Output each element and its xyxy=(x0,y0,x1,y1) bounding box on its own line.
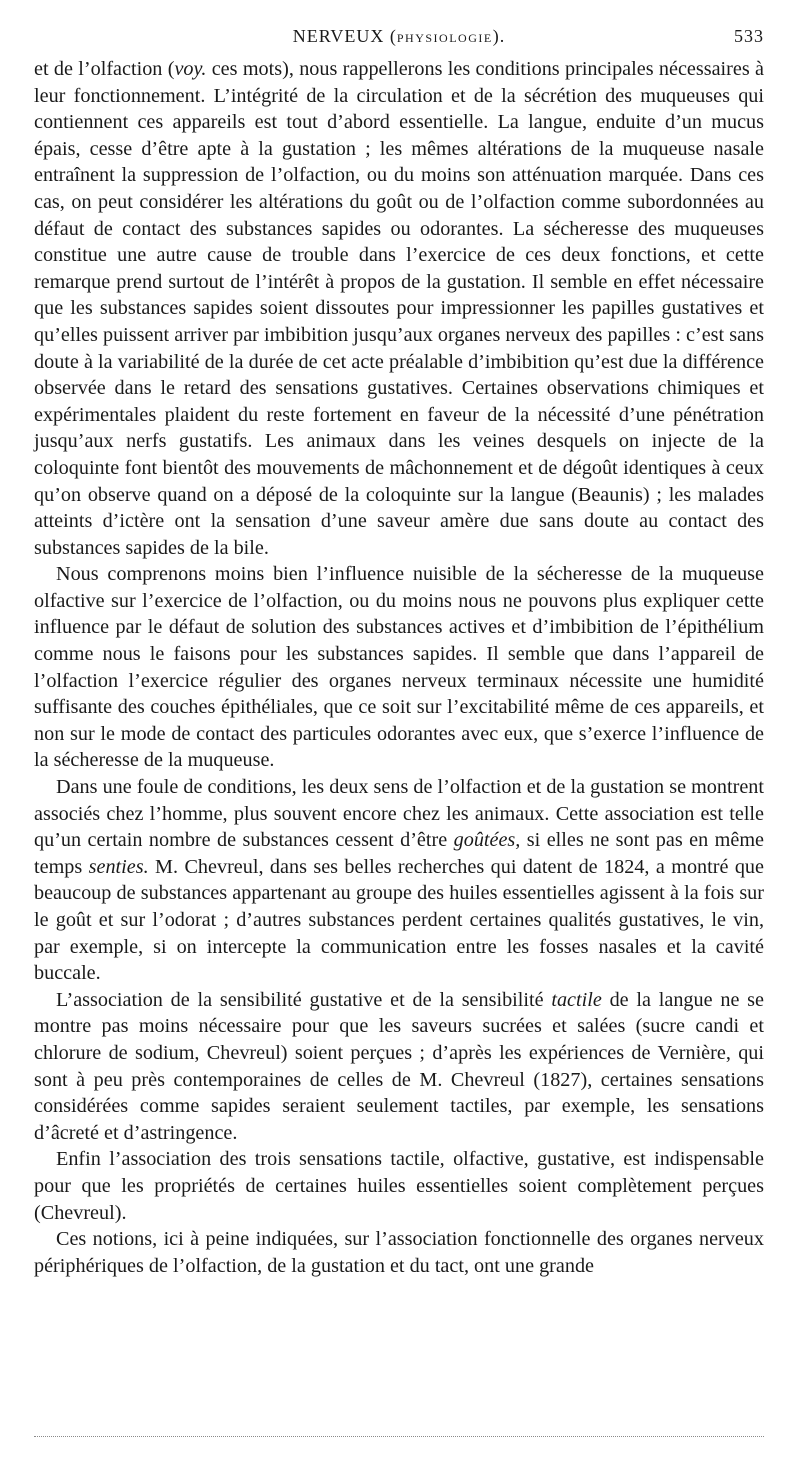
paragraph xyxy=(34,561,764,774)
running-title-paren-close: ). xyxy=(492,26,506,46)
paragraph-text: Dans une foule de conditions, les deux sens de l’olfaction et de la gustation se montrent associés chez l’homme, plus souvent encore chez les animaux. Cette association est telle qu’un certain nombre de substances cessent d’être xyxy=(34,776,764,852)
paragraph-text: L’association de la sensibilité gustative et de la sensibilité xyxy=(56,988,552,1011)
body-text xyxy=(34,56,764,1279)
paragraph-text: ces mots), nous rappellerons les conditions principales nécessaires à leur fonctionnement. L’intégrité de la circulation et de la sécrétion des muqueuses qui contiennent ces appareils est tout d’abord essentielle. La langue, enduite d’un mucus épais, cesse d’être apte à la gustation ; les mêmes altérations de la muqueuse nasale entraînent la suppression de l’olfaction, ou du moins son atténuation marquée. Dans ces cas, on peut considérer les altérations du goût ou de l’olfaction comme subordonnées au défaut de contact des substances sapides ou odorantes. La sécheresse des muqueuses constitue une autre cause de trouble dans l’exercice de ces deux fonctions, et cette remarque prend surtout de l’intérêt à propos de la gustation. Il semble en effet nécessaire que les substances sapides soient dissoutes pour impressionner les papilles gustatives et qu’elles puissent arriver par imbibition jusqu’aux organes nerveux des papilles : c’est sans doute à la variabilité de la durée de cet acte préalable d’imbibition qu’est due la différence observée dans le retard des sensations gustatives. Certaines observations chimiques et expérimentales plaident du reste fortement en faveur de la nécessité d’une pénétration jusqu’aux nerfs gustatifs. Les animaux dans les veines desquels on injecte de la coloquinte font bientôt des mouvements de mâchonnement et de dégoût identiques à ceux qu’on observe quand on a déposé de la coloquinte sur la langue (Beaunis) ; les malades atteints d’ictère ont la sensation d’une saveur amère due sans doute au contact des substances sapides de la bile. xyxy=(34,58,764,559)
paragraph-text: si elles ne sont pas en même temps xyxy=(34,829,764,878)
paragraph-text: Ces notions, ici à peine indiquées, sur l’association fonctionnelle des organes nerveux périphériques de l’olfaction, de la gustation et du tact, ont une grande xyxy=(34,1228,764,1277)
running-header xyxy=(34,26,764,56)
paragraph-text: de la langue ne se montre pas moins nécessaire pour que les saveurs sucrées et salées (sucre candi et chlorure de sodium, Chevreul) soient perçues ; d’après les expériences de Vernière, qui sont à peu près contemporaines de celles de M. Chevreul (1827), certaines sensations considérées comme sapides seraient seulement tactiles, par exemple, les sensations d’âcreté et d’astringence. xyxy=(34,988,764,1144)
paragraph xyxy=(34,987,764,1147)
paragraph xyxy=(34,1226,764,1279)
paragraph xyxy=(34,774,764,987)
running-title xyxy=(34,26,764,47)
italic-term: goûtées, xyxy=(453,829,521,852)
footer-rule xyxy=(34,1436,764,1437)
italic-term: voy. xyxy=(174,58,207,80)
running-title-subject: PHYSIOLOGIE xyxy=(396,31,493,45)
italic-term: tactile xyxy=(551,988,602,1011)
paragraph-text: Nous comprenons moins bien l’influence nuisible de la sécheresse de la muqueuse olfactive sur l’exercice de l’olfaction, ou du moins nous ne pouvons plus expliquer cette influence par le défaut de solution des substances actives et d’imbibition de l’épithélium comme nous le faisons pour les substances sapides. Il semble que dans l’appareil de l’olfaction l’exercice régulier des organes nerveux terminaux nécessite une humidité suffisante des couches épithéliales, que ce soit sur l’excitabilité même de ces appareils, et non sur le mode de contact des particules odorantes avec eux, que s’exerce l’influence de la sécheresse de la muqueuse. xyxy=(34,563,764,772)
running-title-paren-open: ( xyxy=(384,26,397,46)
running-title-main: NERVEUX xyxy=(292,26,385,46)
page xyxy=(34,26,764,1279)
paragraph-text: Enfin l’association des trois sensations tactile, olfactive, gustative, est indispensable pour que les propriétés de certaines huiles essentielles soient complètement perçues (Chevreul). xyxy=(34,1148,764,1224)
italic-term: senties. xyxy=(88,855,149,878)
paragraph-text: et de l’olfaction ( xyxy=(34,58,175,80)
paragraph-text: M. Chevreul, dans ses belles recherches qui datent de 1824, a montré que beaucoup de substances appartenant au groupe des huiles essentielles agissent à la fois sur le goût et sur l’odorat ; d’autres substances perdent certaines qualités gustatives, le vin, par exemple, si on intercepte la communication entre les fosses nasales et la cavité buccale. xyxy=(34,855,764,985)
page-number: 533 xyxy=(734,26,764,46)
paragraph xyxy=(34,56,764,561)
paragraph xyxy=(34,1146,764,1226)
